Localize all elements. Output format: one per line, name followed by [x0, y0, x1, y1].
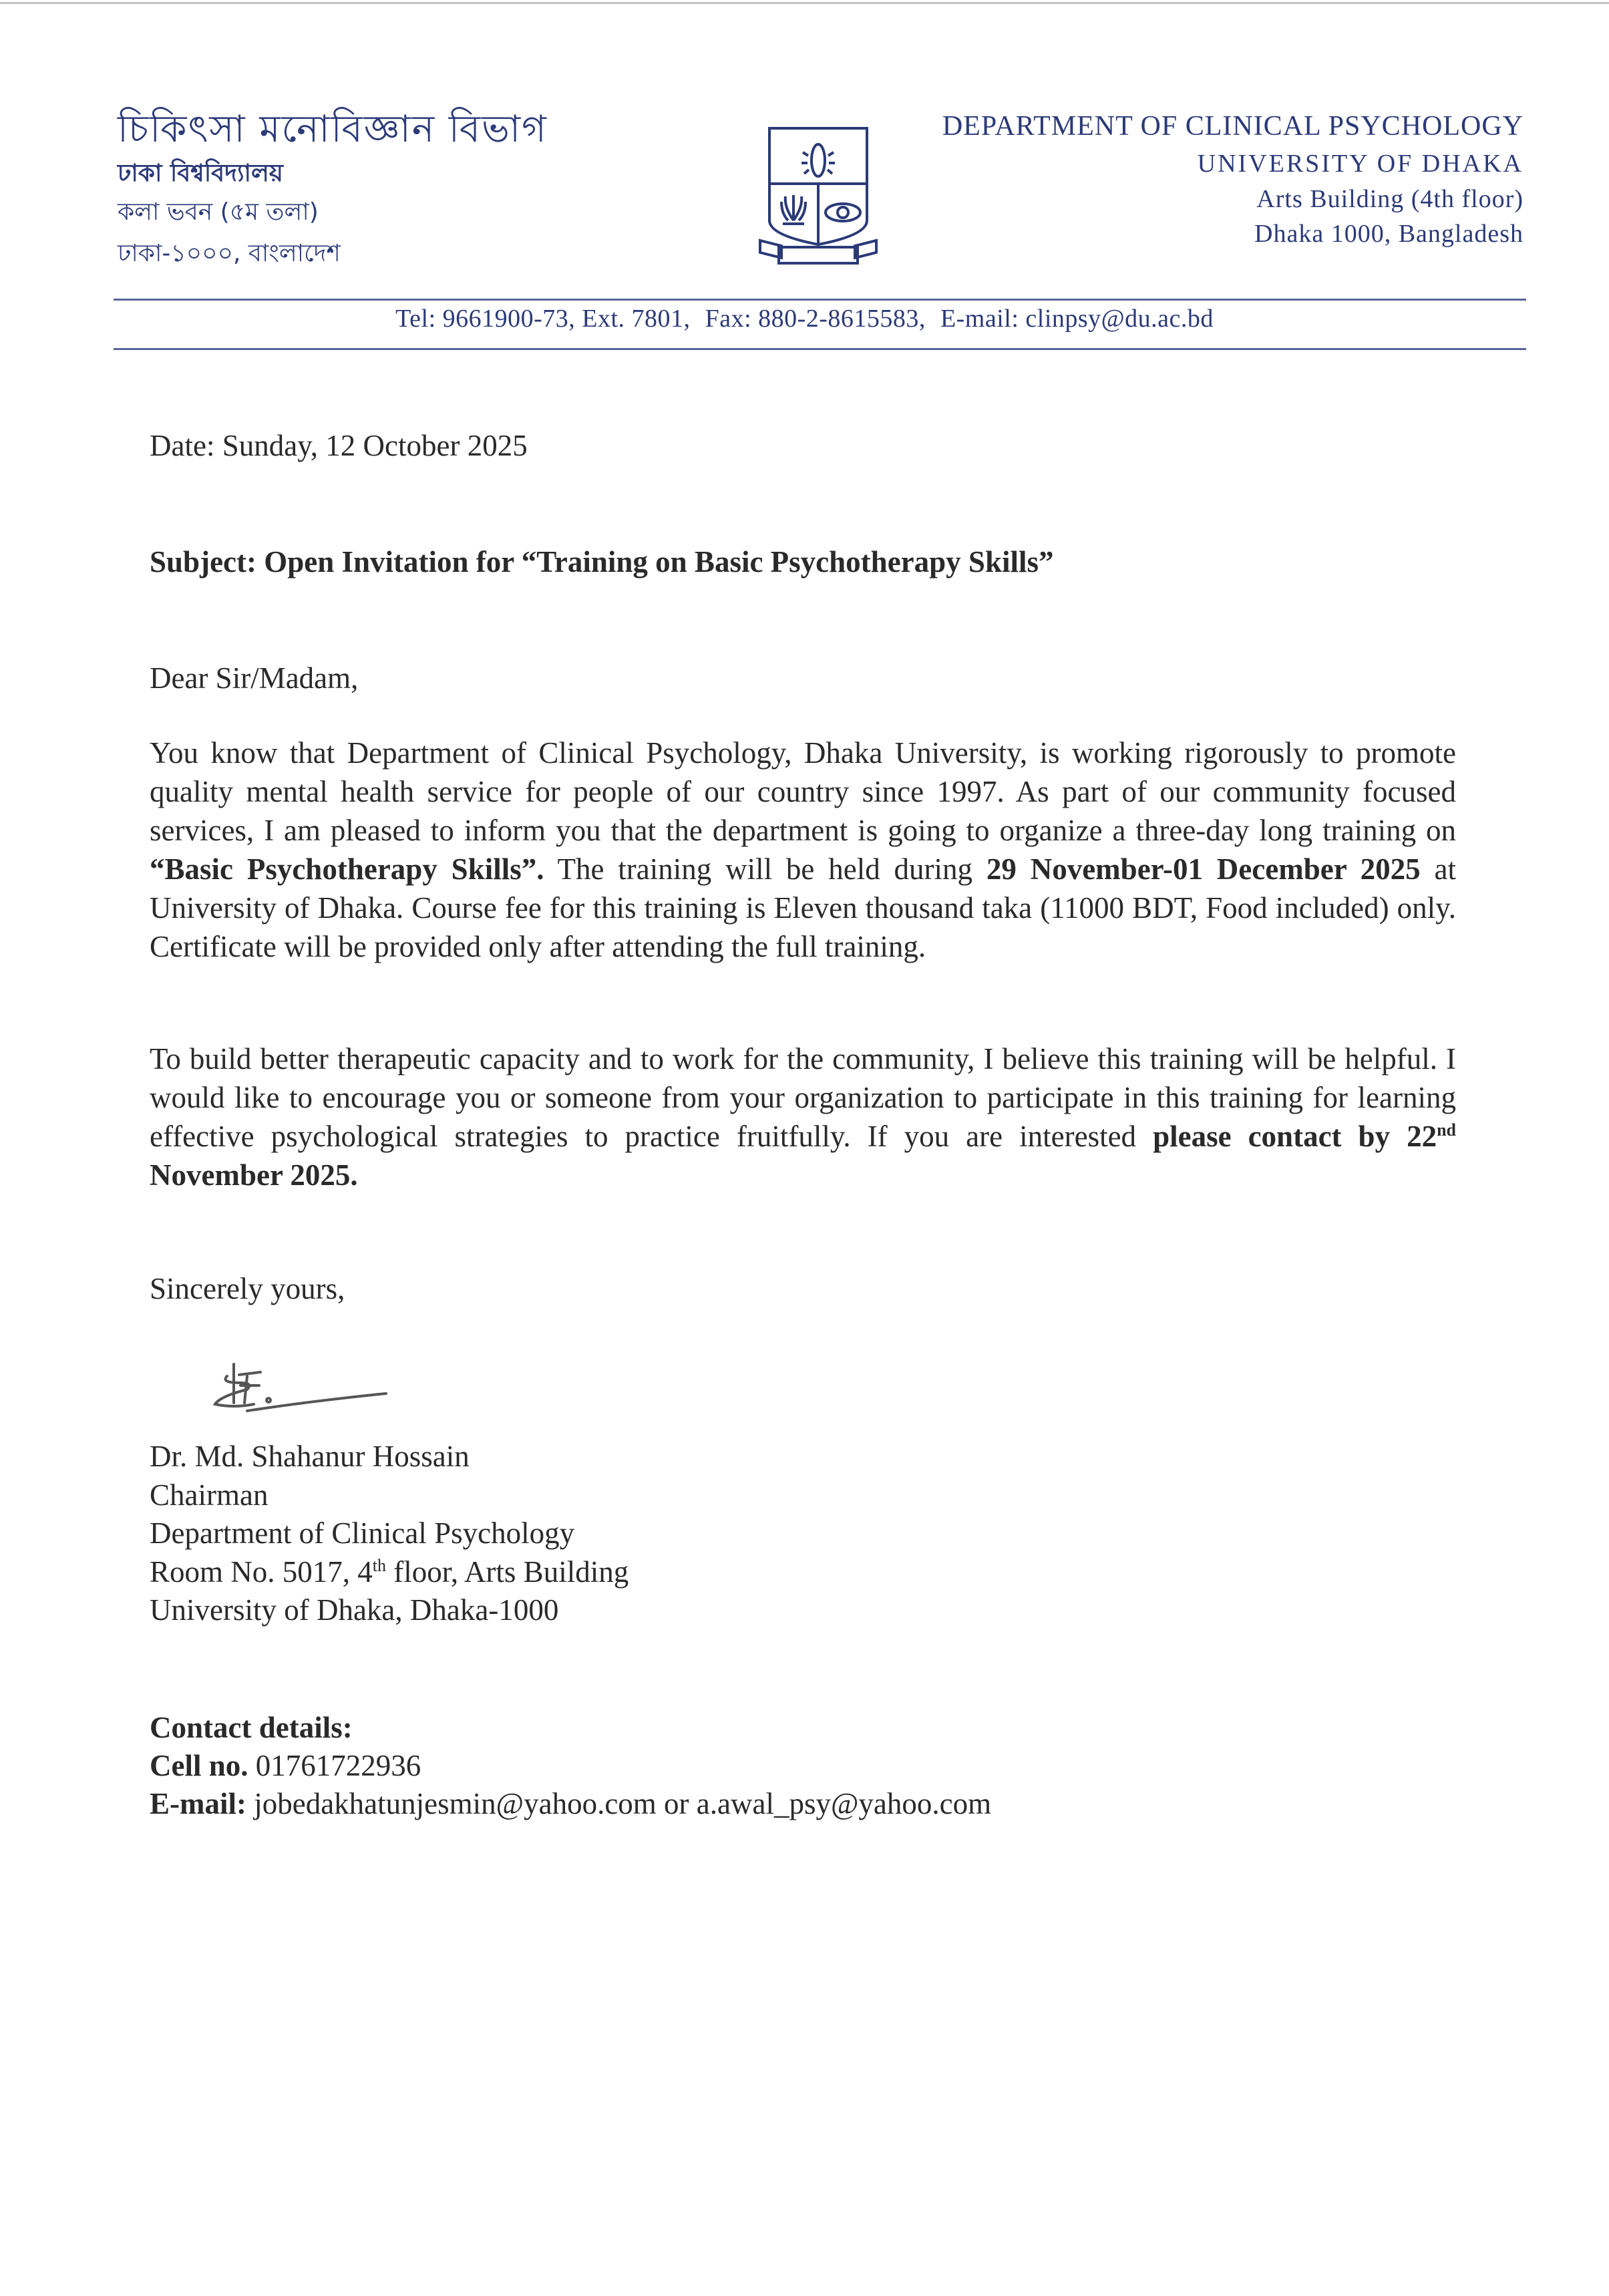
signatory-block: [150, 1438, 629, 1630]
contact-heading: Contact details:: [150, 1711, 353, 1744]
paragraph-2-text: To build better therapeutic capacity and to work for the community, I believe this training will be helpful. I would like to encourage you or someone from your organization to participate in this training for learning effective psychological strategies to practice fruitfully. If you are interested: [150, 1042, 1456, 1153]
letter-paragraph-2: [150, 1039, 1456, 1194]
contact-cell: [150, 1747, 991, 1785]
scan-edge-line: [0, 2, 1609, 4]
signatory-title: Chairman: [150, 1478, 269, 1512]
letterhead-english-building: Arts Building (4th floor): [1256, 185, 1524, 213]
letterhead-bangla-university: ঢাকা বিশ্ববিদ্যালয়: [118, 160, 284, 187]
training-dates: 29 November-01 December 2025: [986, 852, 1421, 886]
letter-date: Date: Sunday, 12 October 2025: [150, 429, 528, 462]
letterhead-bangla-department: চিকিৎসা মনোবিজ্ঞান বিভাগ: [118, 108, 548, 151]
signatory-address: University of Dhaka, Dhaka-1000: [150, 1593, 559, 1627]
room-prefix: Room No. 5017, 4: [150, 1554, 373, 1589]
letterhead-english-university: UNIVERSITY OF DHAKA: [1197, 150, 1524, 178]
contact-email: [150, 1785, 991, 1823]
email-label: E-mail:: [150, 1787, 246, 1820]
letterhead-divider-bottom: [114, 348, 1526, 350]
signatory-room: [150, 1553, 629, 1592]
cell-value: 01761722936: [248, 1749, 421, 1782]
cell-label: Cell no.: [150, 1749, 248, 1782]
paragraph-1-text: You know that Department of Clinical Psychology, Dhaka University, is working rigorously to promote quality mental health service for people of our country since 1997. As part of our community focused services, I am pleased to inform you that the department is going to organize a three-day long training on: [150, 736, 1456, 847]
email-value: jobedakhatunjesmin@yahoo.com or a.awal_psy@yahoo.com: [246, 1787, 992, 1820]
letter-paragraph-1: [150, 733, 1456, 966]
letterhead-fax: Fax: 880-2-8615583,: [705, 305, 926, 333]
signatory-department: Department of Clinical Psychology: [150, 1516, 575, 1550]
letter-closing: Sincerely yours,: [150, 1272, 345, 1305]
training-name: “Basic Psychotherapy Skills”.: [150, 852, 544, 886]
letterhead-bangla-building: কলা ভবন (৫ম তলা): [118, 198, 319, 226]
paragraph-1-text-2: The training will be held during: [544, 852, 987, 886]
deadline-suffix: November 2025.: [150, 1158, 358, 1192]
deadline-ordinal: nd: [1437, 1120, 1456, 1140]
room-suffix: floor, Arts Building: [386, 1554, 629, 1589]
letterhead-english-city: Dhaka 1000, Bangladesh: [1254, 220, 1524, 248]
letterhead-email: E-mail: clinpsy@du.ac.bd: [940, 305, 1214, 333]
signatory-name: Dr. Md. Shahanur Hossain: [150, 1440, 470, 1473]
letterhead-contact-line: [0, 304, 1609, 333]
university-of-dhaka-crest-icon: [755, 120, 882, 271]
contact-details: [150, 1709, 991, 1823]
letterhead-english: [942, 107, 1524, 251]
letter-subject: Subject: Open Invitation for “Training on Basic Psychotherapy Skills”: [150, 545, 1054, 579]
letterhead-tel: Tel: 9661900-73, Ext. 7801,: [395, 305, 691, 333]
room-ordinal: th: [372, 1555, 386, 1575]
letterhead-english-department: DEPARTMENT OF CLINICAL PSYCHOLOGY: [942, 111, 1524, 142]
handwritten-signature-icon: [207, 1356, 407, 1436]
paragraph-1-text-3: at University of Dhaka. Course fee for this training is Eleven thousand taka (11000 BDT, Food included) only. Certificate will be provided only after attending the full training.: [150, 852, 1456, 963]
deadline-prefix: please contact by 22: [1153, 1120, 1437, 1153]
letter-salutation: Dear Sir/Madam,: [150, 661, 359, 695]
letterhead-bangla-city: ঢাকা-১০০০, বাংলাদেশ: [118, 240, 341, 267]
letterhead-divider-top: [114, 299, 1526, 301]
